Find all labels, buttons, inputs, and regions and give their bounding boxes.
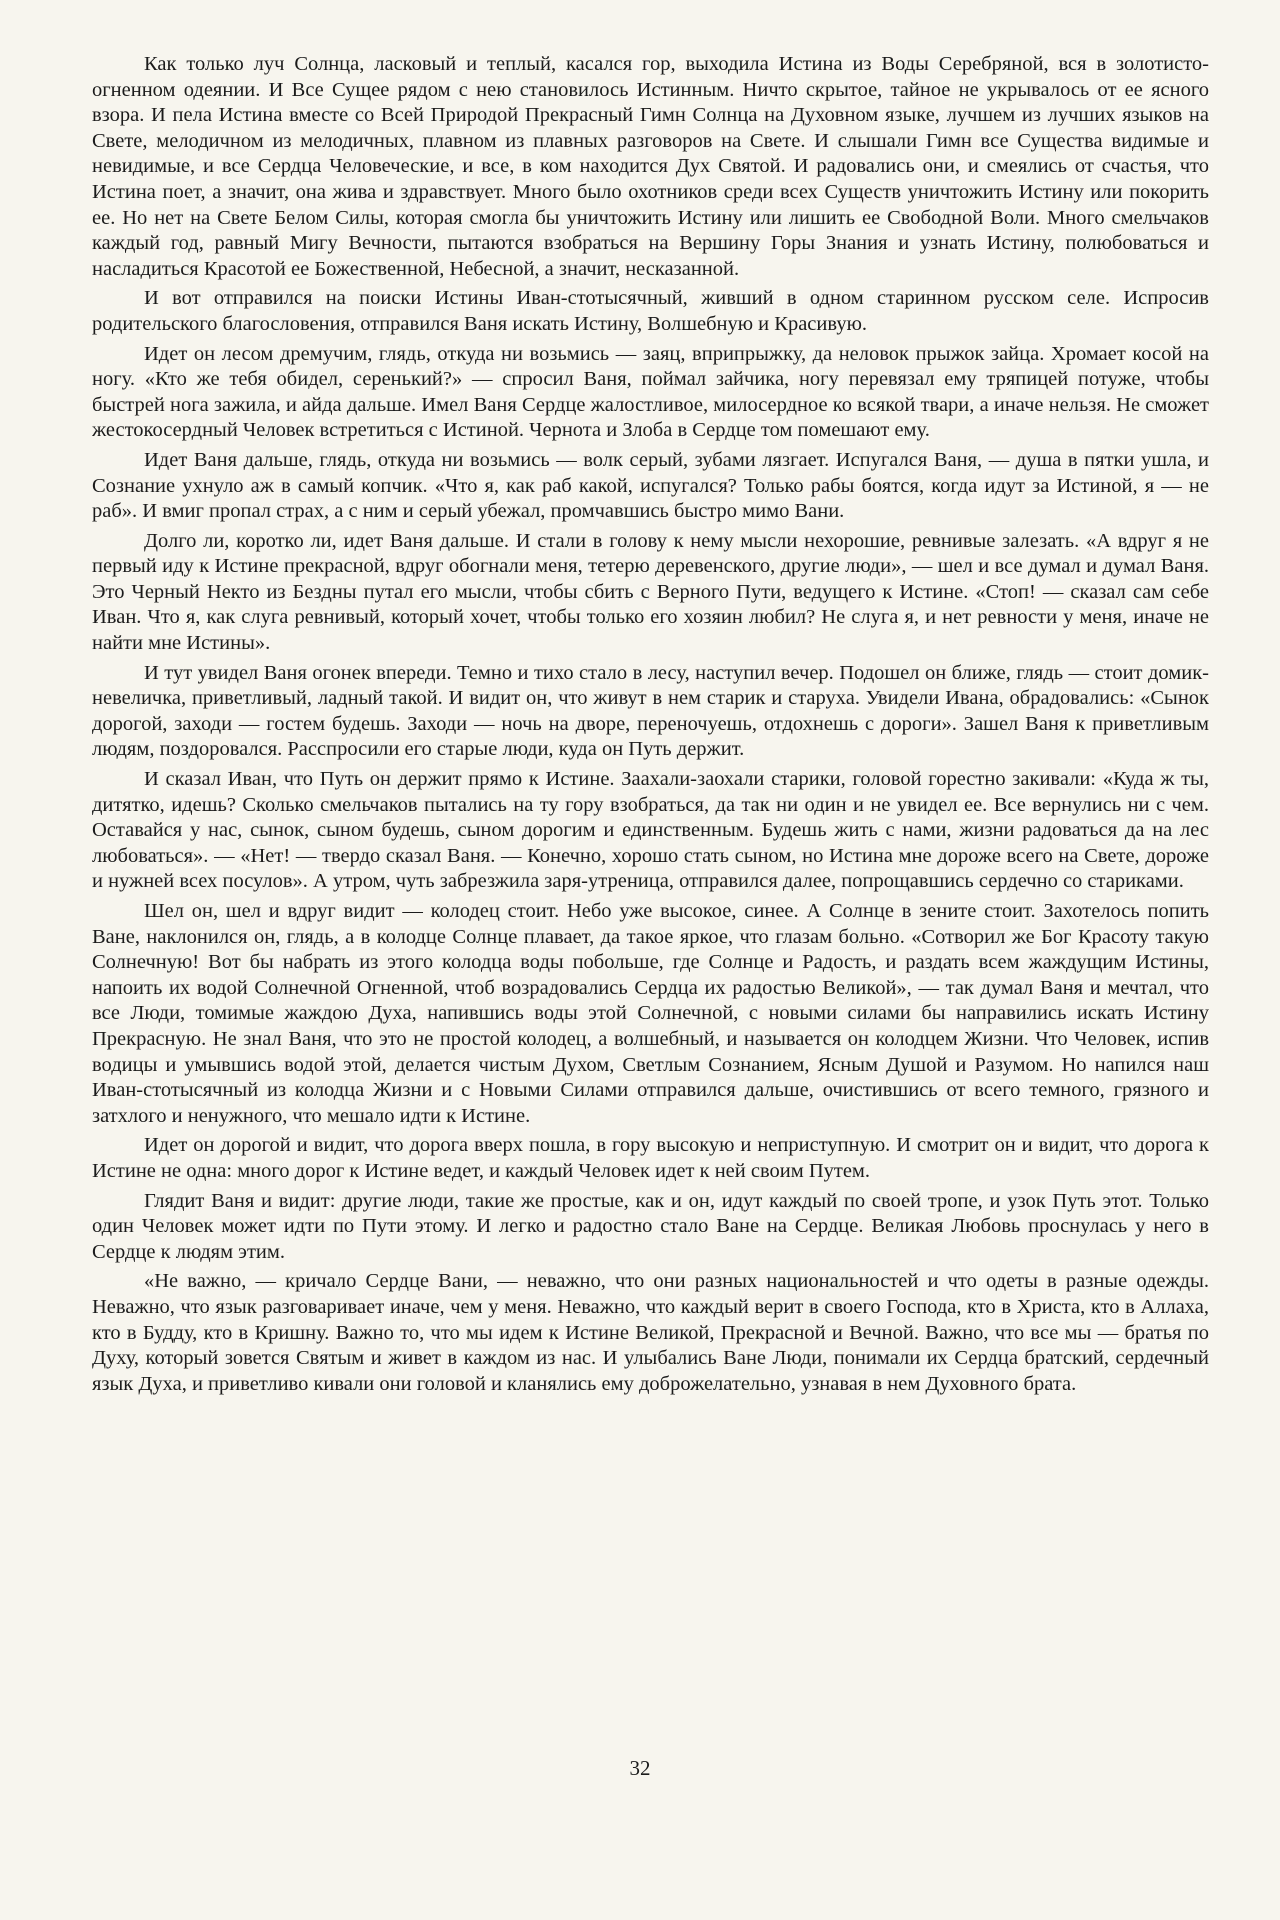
paragraph: Долго ли, коротко ли, идет Ваня дальше. И стали в голову к нему мысли нехорошие, ревнивые залезать. «А вдруг я не первый иду к Истине прекрасной, вдруг обогнали меня, тетерю деревенского, другие люди», — шел и все думал и думал Ваня. Это Черный Некто из Бездны путал его мысли, чтобы сбить с Верного Пути, ведущего к Истине. «Стоп! — сказал сам себе Иван. Что я, как слуга ревнивый, который хочет, чтобы только его хозяин любил? Не слуга я, и нет ревности у меня, иначе не найти мне Истины». xyxy=(92,529,1209,655)
paragraph: И вот отправился на поиски Истины Иван-стотысячный, живший в одном старинном русском селе. Испросив родительского благословения, отправился Ваня искать Истину, Волшебную и Красивую. xyxy=(92,287,1209,335)
paragraph: Идет он дорогой и видит, что дорога вверх пошла, в гору высокую и неприступную. И смотрит он и видит, что дорога к Истине не одна: много дорог к Истине ведет, и каждый Человек идет к ней своим Путем. xyxy=(92,1134,1209,1182)
paragraph: Шел он, шел и вдруг видит — колодец стоит. Небо уже высокое, синее. А Солнце в зените стоит. Захотелось попить Ване, наклонился он, глядь, а в колодце Солнце плавает, да такое яркое, что глазам больно. «Сотворил же Бог Красоту такую Солнечную! Вот бы набрать из этого колодца воды побольше, где Солнце и Радость, и раздать всем жаждущим Истины, напоить их водой Солнечной Огненной, чтоб возрадовались Сердца их радостью Великой», — так думал Ваня и мечтал, что все Люди, томимые жаждою Духа, напившись воды этой Солнечной, с новыми силами бы направились искать Истину Прекрасную. Не знал Ваня, что это не простой колодец, а волшебный, и называется он колодцем Жизни. Что Человек, испив водицы и умывшись водой этой, делается чистым Духом, Светлым Сознанием, Ясным Душой и Разумом. Но напился наш Иван-стотысячный из колодца Жизни и с Новыми Силами отправился дальше, очистившись от всего темного, грязного и затхлого и ненужного, что мешало идти к Истине. xyxy=(92,900,1209,1127)
paragraph: И тут увидел Ваня огонек впереди. Темно и тихо стало в лесу, наступил вечер. Подошел он ближе, глядь — стоит домик-невеличка, приветливый, ладный такой. И видит он, что живут в нем старик и старуха. Увидели Ивана, обрадовались: «Сынок дорогой, заходи — гостем будешь. Заходи — ночь на дворе, переночуешь, отдохнешь с дороги». Зашел Ваня к приветливым людям, поздоровался. Расспросили его старые люди, куда он Путь держит. xyxy=(92,661,1209,761)
page-text xyxy=(92,52,1209,1852)
paragraph: Глядит Ваня и видит: другие люди, такие же простые, как и он, идут каждый по своей тропе, и узок Путь этот. Только один Человек может идти по Пути этому. И легко и радостно стало Ване на Сердце. Великая Любовь проснулась у него в Сердце к людям этим. xyxy=(92,1189,1209,1263)
paragraph: Идет Ваня дальше, глядь, откуда ни возьмись — волк серый, зубами лязгает. Испугался Ваня, — душа в пятки ушла, и Сознание ухнуло аж в самый копчик. «Что я, как раб какой, испугался? Только рабы боятся, когда идут за Истиной, я — не раб». И вмиг пропал страх, а с ним и серый убежал, промчавшись быстро мимо Вани. xyxy=(92,448,1209,523)
paragraph: И сказал Иван, что Путь он держит прямо к Истине. Заахали-заохали старики, головой горестно закивали: «Куда ж ты, дитятко, идешь? Сколько смельчаков пытались на ту гору взобраться, да так ни один и не увидел ее. Все вернулись ни с чем. Оставайся у нас, сынок, сыном будешь, сыном дорогим и единственным. Будешь жить с нами, жизни радоваться да на лес любоваться». — «Нет! — твердо сказал Ваня. — Конечно, хорошо стать сыном, но Истина мне дороже всего на Свете, дороже и нужней всех посулов». А утром, чуть забрезжила заря-утреница, отправился далее, попрощавшись сердечно со стариками. xyxy=(92,768,1209,893)
paragraph: Как только луч Солнца, ласковый и теплый, касался гор, выходила Истина из Воды Серебряной, вся в золотисто-огненном одеянии. И Все Сущее рядом с нею становилось Истинным. Ничто скрытое, тайное не укрывалось от ее ясного взора. И пела Истина вместе со Всей Природой Прекрасный Гимн Солнца на Духовном языке, лучшем из лучших языков на Свете, мелодичном из мелодичных, плавном из плавных разговоров на Свете. И слышали Гимн все Существа видимые и невидимые, и все Сердца Человеческие, и все, в ком находится Дух Святой. И радовались они, и смеялись от счастья, что Истина поет, а значит, она жива и здравствует. Много было охотников среди всех Существ уничтожить Истину или покорить ее. Но нет на Свете Белом Силы, которая смогла бы уничтожить Истину или лишить ее Свободной Воли. Много смельчаков каждый год, равный Мигу Вечности, пытаются взобраться на Вершину Горы Знания и узнать Истину, полюбоваться и насладиться Красотой ее Божественной, Небесной, а значит, несказанной. xyxy=(92,53,1209,280)
page-number: 32 xyxy=(629,1756,651,1780)
paragraph: «Не важно, — кричало Сердце Вани, — неважно, что они разных национальностей и что одеты в разные одежды. Неважно, что язык разговаривает иначе, чем у меня. Неважно, что каждый верит в своего Господа, кто в Христа, кто в Аллаха, кто в Будду, кто в Кришну. Важно то, что мы идем к Истине Великой, Прекрасной и Вечной. Важно, что все мы — братья по Духу, который зовется Святым и живет в каждом из нас. И улыбались Ване Люди, понимали их Сердца братский, сердечный язык Духа, и приветливо кивали они головой и кланялись ему доброжелательно, узнавая в нем Духовного брата. xyxy=(92,1270,1209,1395)
paragraph: Идет он лесом дремучим, глядь, откуда ни возьмись — заяц, вприпрыжку, да неловок прыжок зайца. Хромает косой на ногу. «Кто же тебя обидел, серенький?» — спросил Ваня, поймал зайчика, ногу перевязал ему тряпицей потуже, чтобы быстрей нога зажила, и айда дальше. Имел Ваня Сердце жалостливое, милосердное ко всякой твари, а иначе нельзя. Не сможет жестокосердный Человек встретиться с Истиной. Чернота и Злоба в Сердце том помешают ему. xyxy=(92,342,1209,442)
